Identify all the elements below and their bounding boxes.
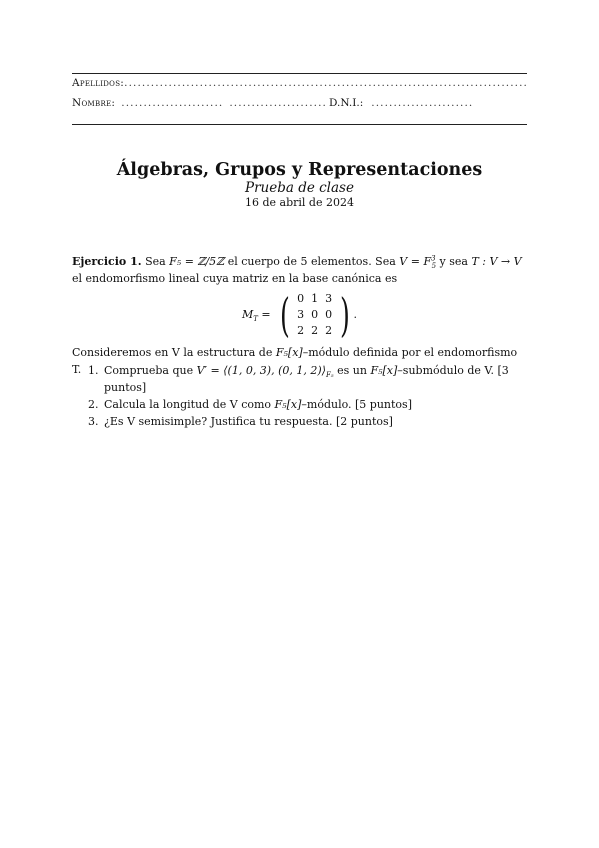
exercise-statement [72, 253, 528, 287]
matrix [276, 287, 354, 342]
list-item [88, 396, 528, 413]
matrix-period: . [353, 308, 358, 321]
item-text: ¿Es V semisimple? Justifica tu respuesta. [2 puntos] [104, 415, 393, 428]
matrix-cell: 1 [311, 292, 319, 305]
statement-text-3: y sea [436, 255, 472, 268]
question-list [88, 362, 528, 430]
right-paren: ) [339, 287, 350, 342]
matrix-cell: 0 [311, 308, 319, 321]
dni-label: D.N.I.: [328, 97, 364, 109]
consider-text-1: Consideremos en V la estructura de [72, 346, 276, 359]
statement-text-2: el cuerpo de 5 elementos. Sea [224, 255, 400, 268]
matrix-cell: 2 [311, 324, 319, 337]
consider-text-2: –módulo definida por el endomorfismo T. [72, 346, 518, 376]
item-text: Calcula la longitud de V como F₅[x]–módulo. [5 puntos] [104, 398, 412, 411]
poly-ring-math: F₅[x] [275, 346, 303, 359]
statement-text-4: el endomorfismo lineal cuya matriz en la base canónica es [72, 272, 398, 285]
list-item [88, 362, 528, 396]
name-fill-dots-2 [229, 97, 327, 109]
matrix-cell: 2 [325, 324, 333, 337]
item-text: Comprueba que V′ = ⟨(1, 0, 3), (0, 1, $2)⟩_{F_5}$ es un F₅[x]–submódulo de V. [3 puntos] [104, 364, 509, 394]
matrix-grid [294, 291, 336, 338]
surname-label: Apellidos: [72, 77, 125, 89]
matrix-cell: 0 [325, 308, 333, 321]
matrix-label: $M_T$ = [241, 308, 271, 324]
matrix-cell: 3 [297, 308, 305, 321]
name-label: Nombre: [72, 97, 116, 109]
surname-field-line [72, 77, 527, 89]
matrix-cell: 0 [297, 292, 305, 305]
item-number: 3. [88, 415, 99, 428]
exercise-label: Ejercicio 1. [72, 255, 142, 268]
list-item [88, 413, 528, 430]
item-number: 2. [88, 398, 99, 411]
top-rule [72, 73, 527, 74]
map-def-math: T : V → V [471, 255, 522, 268]
matrix-cell: 3 [325, 292, 333, 305]
name-field-line [72, 97, 527, 109]
bottom-rule [72, 124, 527, 125]
exam-date: 16 de abril de 2024 [245, 196, 354, 209]
left-paren: ( [279, 287, 290, 342]
matrix-display [0, 287, 599, 342]
exam-subtitle: Prueba de clase [245, 180, 354, 196]
field-def-math: F₅ = ℤ/5ℤ [169, 255, 225, 268]
space-def-math: $V = F^3_5$ [399, 254, 437, 271]
matrix-cell: 2 [297, 324, 305, 337]
exam-title: Álgebras, Grupos y Representaciones [116, 160, 483, 180]
item-number: 1. [88, 364, 99, 377]
name-fill-dots-1 [121, 97, 223, 109]
dni-fill-dots [371, 97, 473, 109]
statement-text-1: Sea [145, 255, 170, 268]
surname-fill-dots [124, 77, 527, 89]
